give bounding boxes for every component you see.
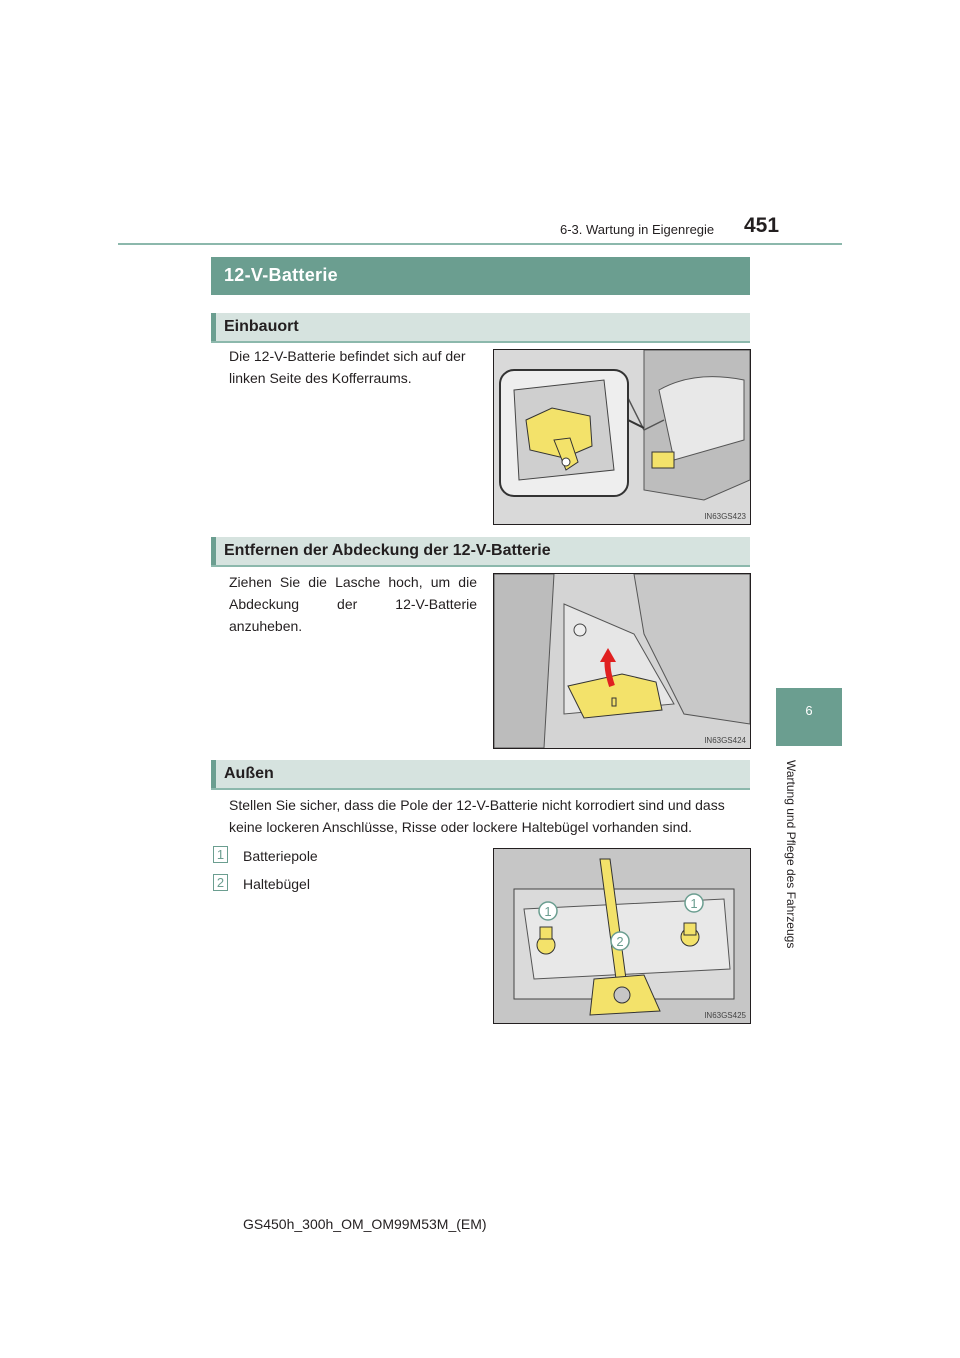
section-heading: Entfernen der Abdeckung der 12-V-Batterie (224, 542, 551, 559)
section-text: Die 12-V-Batterie befindet sich auf der linken Seite des Kofferraums. (229, 348, 466, 386)
header-rule (118, 243, 842, 245)
figure-code: IN63GS425 (704, 1011, 746, 1020)
figure-cover-removal (493, 573, 751, 749)
section-heading-bar (211, 760, 750, 790)
section-heading: Außen (224, 765, 274, 782)
chapter-number: 6 (805, 703, 813, 718)
chapter-title: Wartung und Pflege des Fahrzeugs (784, 760, 798, 949)
footer-document-id: GS450h_300h_OM_OM99M53M_(EM) (243, 1216, 487, 1232)
section-heading-bar (211, 313, 750, 343)
figure-code: IN63GS424 (704, 736, 746, 745)
running-header-section: 6-3. Wartung in Eigenregie (560, 222, 715, 237)
section-heading-bar (211, 537, 750, 567)
legend-number: 2 (213, 874, 228, 891)
figure-battery-exterior (493, 848, 751, 1024)
svg-text:2: 2 (616, 934, 624, 949)
legend-item (213, 846, 228, 864)
legend-label: Batteriepole (243, 848, 318, 864)
trunk-illustration (494, 350, 750, 524)
svg-text:1: 1 (690, 896, 698, 911)
svg-text:1: 1 (544, 904, 552, 919)
main-heading: 12-V-Batterie (224, 265, 338, 285)
trunk-cover-illustration (494, 574, 750, 748)
legend-label: Haltebügel (243, 876, 310, 892)
page-number: 451 (744, 214, 780, 237)
section-heading: Einbauort (224, 318, 299, 335)
legend-item (213, 874, 228, 892)
section-text: Stellen Sie sicher, dass die Pole der 12-V-Batterie nicht korrodiert sind und dass keine lockeren Anschlüsse, Risse oder lockere Haltebügel vorhanden sind. (229, 797, 725, 835)
main-heading-bar (211, 257, 750, 295)
figure-code: IN63GS423 (704, 512, 746, 521)
legend-number: 1 (213, 846, 228, 863)
battery-illustration (494, 849, 750, 1023)
section-text: Ziehen Sie die Lasche hoch, um die Abdeckung der 12-V-Batterie anzuheben. (229, 574, 477, 634)
figure-battery-location (493, 349, 751, 525)
